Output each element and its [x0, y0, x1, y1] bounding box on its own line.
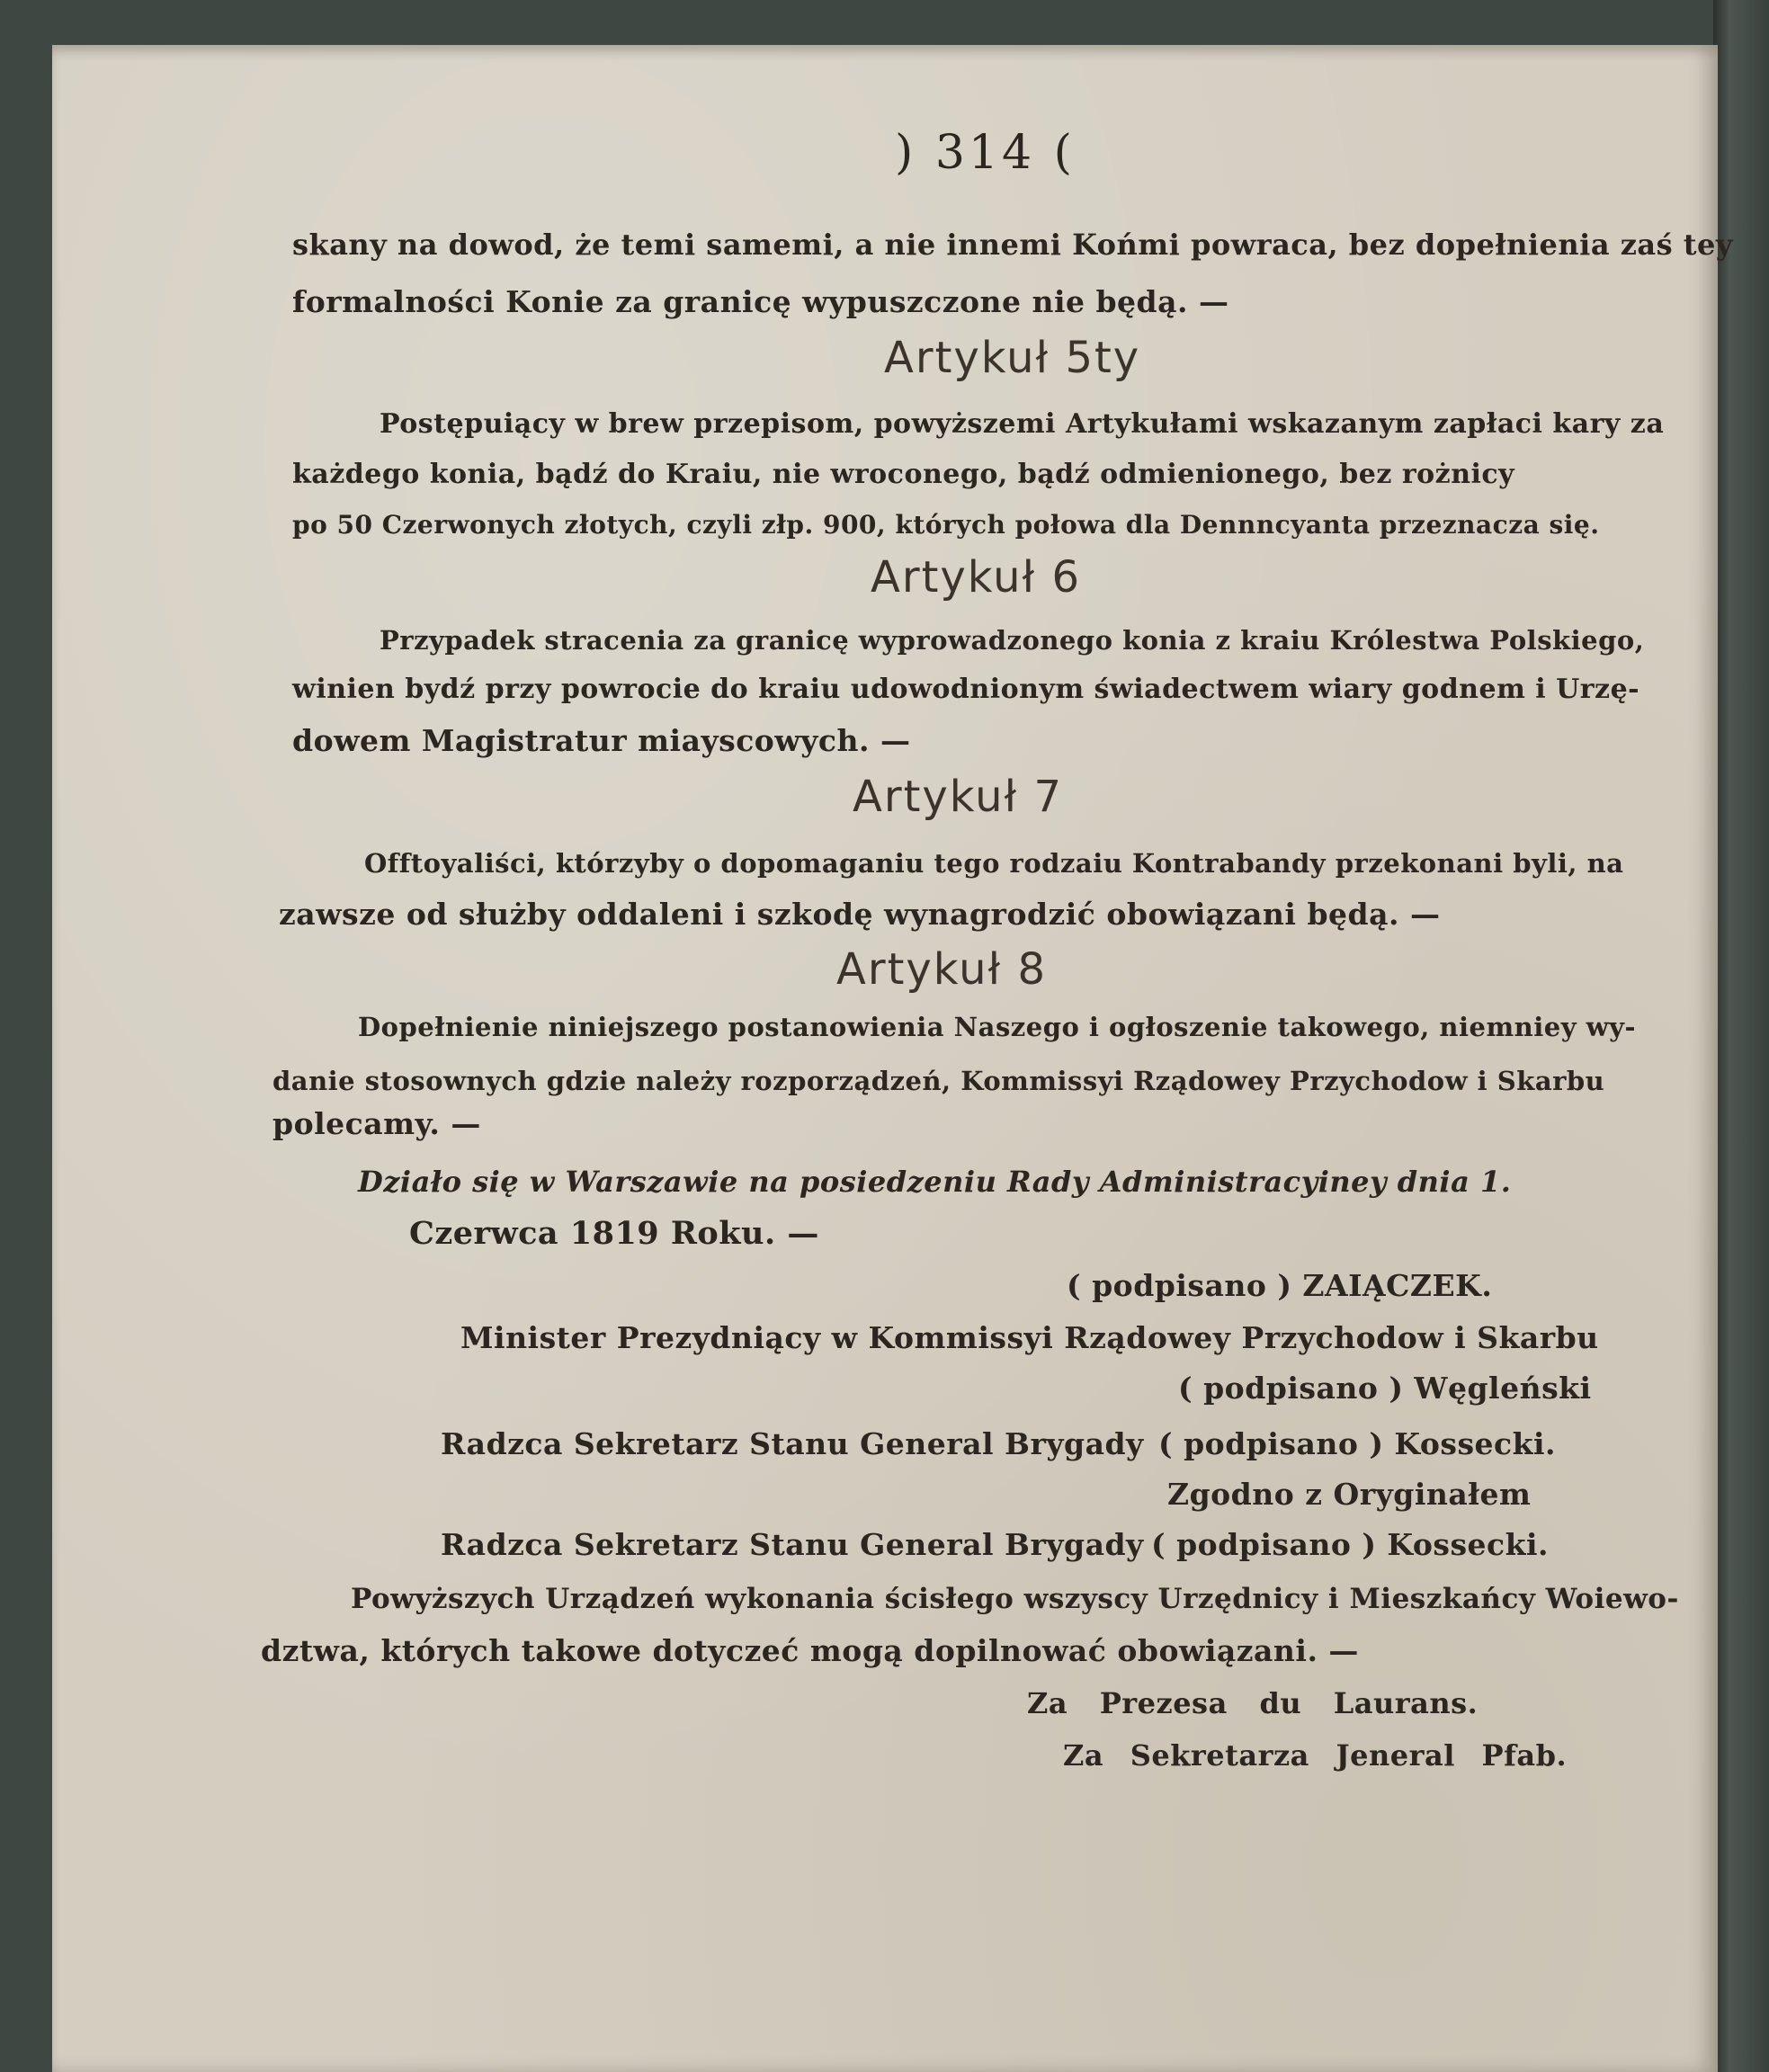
text-line-24: Powyższych Urządzeń wykonania ścisłego wszyscy Urzędnicy i Mieszkańcy Woiewo-: [351, 1583, 1679, 1615]
text-line-6: Przypadek stracenia za granicę wyprowadzonego konia z kraiu Królestwa Polskiego,: [380, 625, 1645, 656]
signature-pfab: Za Sekretarza Jeneral Pfab.: [1063, 1738, 1568, 1773]
text-line-8: dowem Magistratur miayscowych. —: [292, 723, 911, 758]
signature-zaiaczek: ( podpisano ) ZAIĄCZEK.: [1067, 1268, 1493, 1303]
text-line-21: Zgodno z Oryginałem: [1167, 1477, 1532, 1512]
signature-kossecki-1: ( podpisano ) Kossecki.: [1158, 1426, 1557, 1461]
signature-kossecki-2: ( podpisano ) Kossecki.: [1151, 1527, 1550, 1562]
text-line-7: winien bydź przy powrocie do kraiu udowodnionym świadectwem wiary godnem i Urzę-: [292, 674, 1640, 705]
text-line-11: Dopełnienie niniejszego postanowienia Naszego i ogłoszenie takowego, niemniey wy-: [358, 1012, 1636, 1042]
article-heading-6: Artykuł 6: [871, 552, 1081, 603]
book-gutter: [1713, 0, 1769, 2072]
text-line-10: zawsze od służby oddaleni i szkodę wynagrodzić obowiązani będą. —: [279, 897, 1441, 932]
page-number: ) 314 (: [895, 126, 1076, 180]
text-line-19: Radzca Sekretarz Stanu General Brygady: [441, 1426, 1144, 1461]
text-line-2: formalności Konie za granicę wypuszczone nie będą. —: [292, 284, 1229, 319]
signature-du-laurans: Za Prezesa du Laurans.: [1027, 1686, 1479, 1720]
signature-weglenski: ( podpisano ) Węgleński: [1178, 1371, 1592, 1406]
text-line-17: Minister Prezydniący w Kommissyi Rządowey Przychodow i Skarbu: [460, 1320, 1599, 1355]
text-line-15: Czerwca 1819 Roku. —: [409, 1215, 819, 1252]
text-line-14: Działo się w Warszawie na posiedzeniu Rady Administracyiney dnia 1.: [358, 1165, 1512, 1199]
text-line-1: skany na dowod, że temi samemi, a nie innemi Końmi powraca, bez dopełnienia zaś tey: [292, 228, 1733, 262]
article-heading-7: Artykuł 7: [853, 772, 1063, 822]
text-line-3: Postępuiący w brew przepisom, powyższemi Artykułami wskazanym zapłaci kary za: [380, 408, 1665, 440]
text-line-5: po 50 Czerwonych złotych, czyli złp. 900, których połowa dla Dennncyanta przeznacza się.: [292, 510, 1600, 540]
text-line-12: danie stosownych gdzie należy rozporządzeń, Kommissyi Rządowey Przychodow i Skarbu: [272, 1066, 1605, 1096]
article-heading-8: Artykuł 8: [836, 944, 1047, 995]
text-line-22: Radzca Sekretarz Stanu General Brygady: [441, 1527, 1144, 1562]
text-line-13: polecamy. —: [272, 1106, 481, 1141]
text-line-9: Offtoyaliści, którzyby o dopomaganiu tego rodzaiu Kontrabandy przekonani byli, na: [364, 848, 1624, 879]
text-line-25: dztwa, których takowe dotyczeć mogą dopilnować obowiązani. —: [261, 1633, 1359, 1668]
text-line-4: każdego konia, bądź do Kraiu, nie wroconego, bądź odmienionego, bez rożnicy: [292, 459, 1515, 490]
article-heading-5: Artykuł 5ty: [884, 333, 1141, 383]
